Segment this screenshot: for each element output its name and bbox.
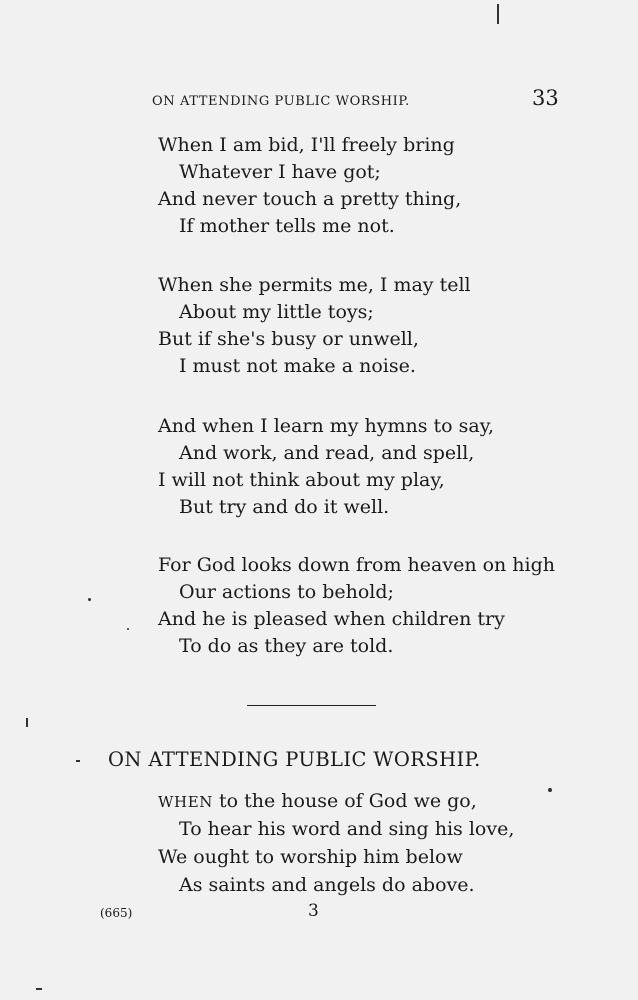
poem-line: If mother tells me not. xyxy=(179,215,395,237)
poem-line: And when I learn my hymns to say, xyxy=(158,415,494,437)
printer-code: (665) xyxy=(100,906,133,920)
speck xyxy=(497,4,499,24)
poem-line: As saints and angels do above. xyxy=(179,874,475,896)
poem-line: I will not think about my play, xyxy=(158,469,445,491)
poem-line: To do as they are told. xyxy=(179,635,394,657)
poem-line: Our actions to behold; xyxy=(179,581,394,603)
section-divider xyxy=(247,705,376,706)
poem-line: And never touch a pretty thing, xyxy=(158,188,462,210)
signature-mark: 3 xyxy=(308,901,319,921)
poem-title: ON ATTENDING PUBLIC WORSHIP. xyxy=(108,748,481,771)
speck xyxy=(88,598,91,601)
speck xyxy=(76,760,80,762)
poem-line: We ought to worship him below xyxy=(158,846,463,868)
poem-line: And work, and read, and spell, xyxy=(179,442,475,464)
poem-line: But if she's busy or unwell, xyxy=(158,328,419,350)
poem-line: But try and do it well. xyxy=(179,496,390,518)
poem-line: To hear his word and sing his love, xyxy=(179,818,515,840)
speck xyxy=(548,788,552,792)
running-title: ON ATTENDING PUBLIC WORSHIP. xyxy=(152,94,410,109)
poem-line: When I am bid, I'll freely bring xyxy=(158,134,455,156)
poem-line-first xyxy=(158,790,477,812)
first-line-rest: to the house of God we go, xyxy=(212,790,477,812)
poem-line: And he is pleased when children try xyxy=(158,608,505,630)
speck xyxy=(26,718,28,727)
poem-line: I must not make a noise. xyxy=(179,355,416,377)
poem-line: About my little toys; xyxy=(179,301,374,323)
poem-line: When she permits me, I may tell xyxy=(158,274,471,296)
speck xyxy=(127,628,129,630)
page-number: 33 xyxy=(532,86,559,110)
poem-line: For God looks down from heaven on high xyxy=(158,554,556,576)
poem-line: Whatever I have got; xyxy=(179,161,381,183)
first-word-smallcaps: WHEN xyxy=(158,793,213,811)
speck xyxy=(36,988,42,990)
